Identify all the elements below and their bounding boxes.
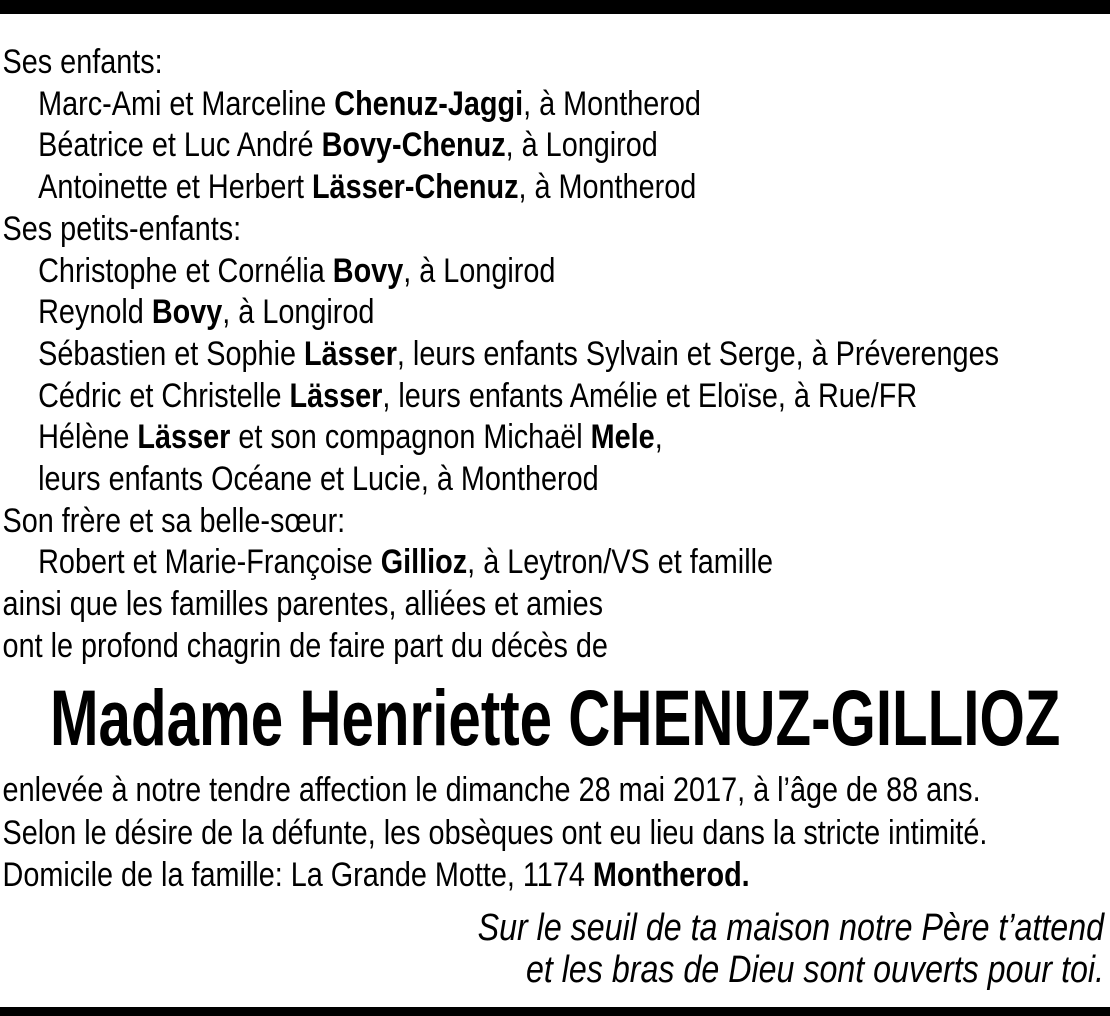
text-line bbox=[0, 42, 1110, 84]
text-segment: , leurs enfants Sylvain et Serge, à Préverenges bbox=[396, 334, 1000, 373]
bold-name-segment: Lässer bbox=[137, 418, 231, 457]
text-segment: , à Longirod bbox=[505, 126, 658, 165]
top-border-bar bbox=[0, 0, 1110, 14]
text-line bbox=[0, 626, 1110, 668]
text-line bbox=[0, 167, 1110, 209]
text-line bbox=[0, 84, 1110, 126]
bold-name-segment: Montherod. bbox=[592, 856, 750, 894]
text-segment: Antoinette et Herbert bbox=[38, 168, 312, 207]
text-segment: Hélène bbox=[38, 418, 138, 457]
text-segment: et son compagnon Michaël bbox=[230, 418, 591, 457]
text-segment: , à Leytron/VS et famille bbox=[467, 543, 774, 582]
text-segment: Sébastien et Sophie bbox=[38, 334, 305, 373]
text-segment: ainsi que les familles parentes, alliées et amies bbox=[2, 585, 604, 624]
text-line bbox=[0, 854, 1110, 897]
text-segment: ont le profond chagrin de faire part du décès de bbox=[2, 626, 608, 665]
text-segment: Selon le désire de la défunte, les obsèques ont eu lieu dans la stricte intimité. bbox=[2, 813, 988, 852]
text-line bbox=[0, 459, 1110, 501]
bold-name-segment: Lässer bbox=[304, 334, 397, 373]
text-segment: Son frère et sa belle-sœur: bbox=[2, 501, 346, 540]
text-segment: Ses petits-enfants: bbox=[2, 209, 242, 248]
text-segment: , bbox=[654, 418, 663, 457]
deceased-name: Madame Henriette CHENUZ-GILLIOZ bbox=[49, 673, 1061, 762]
text-segment: enlevée à notre tendre affection le dimanche 28 mai 2017, à l’âge de 88 ans. bbox=[2, 771, 981, 809]
announcement-text bbox=[0, 769, 1110, 897]
bold-name-segment: Gillioz bbox=[380, 543, 468, 582]
text-segment: Domicile de la famille: La Grande Motte, 1174 bbox=[2, 856, 593, 894]
text-segment: Ses enfants: bbox=[2, 43, 163, 81]
text-segment: Marc-Ami et Marceline bbox=[38, 84, 335, 123]
bold-name-segment: Bovy bbox=[151, 293, 223, 332]
text-line bbox=[0, 812, 1110, 855]
text-segment: Cédric et Christelle bbox=[38, 376, 290, 415]
text-segment: Christophe et Cornélia bbox=[38, 251, 333, 290]
text-segment: Béatrice et Luc André bbox=[38, 126, 322, 165]
text-segment: , à Montherod bbox=[523, 84, 701, 123]
text-segment: leurs enfants Océane et Lucie, à Montherod bbox=[38, 460, 599, 499]
bold-name-segment: Lässer-Chenuz bbox=[311, 168, 519, 207]
text-segment: Reynold bbox=[38, 293, 152, 332]
bold-name-segment: Lässer bbox=[289, 376, 383, 415]
text-line bbox=[0, 292, 1110, 334]
text-line bbox=[0, 542, 1110, 584]
text-line bbox=[0, 417, 1110, 459]
bold-name-segment: Bovy-Chenuz bbox=[321, 126, 506, 165]
bottom-border-bar bbox=[0, 1007, 1110, 1016]
text-segment: , à Longirod bbox=[222, 293, 375, 332]
text-segment: , leurs enfants Amélie et Eloïse, à Rue/FR bbox=[382, 376, 918, 415]
text-line bbox=[0, 376, 1110, 418]
text-line bbox=[0, 251, 1110, 293]
text-line bbox=[0, 769, 1110, 812]
quote-line: Sur le seuil de ta maison notre Père t’attend bbox=[477, 907, 1105, 949]
bold-name-segment: Chenuz-Jaggi bbox=[334, 84, 524, 123]
text-segment: Robert et Marie-Françoise bbox=[38, 543, 381, 582]
bold-name-segment: Mele bbox=[590, 418, 655, 457]
memorial-quote bbox=[0, 907, 1110, 991]
quote-line: et les bras de Dieu sont ouverts pour toi. bbox=[525, 949, 1105, 991]
text-line bbox=[0, 501, 1110, 543]
text-segment: , à Longirod bbox=[403, 251, 556, 290]
text-line bbox=[0, 209, 1110, 251]
bold-name-segment: Bovy bbox=[332, 251, 404, 290]
text-line bbox=[0, 584, 1110, 626]
text-segment: , à Montherod bbox=[518, 168, 697, 207]
text-line bbox=[0, 334, 1110, 376]
text-line bbox=[0, 125, 1110, 167]
family-list bbox=[0, 42, 1110, 668]
